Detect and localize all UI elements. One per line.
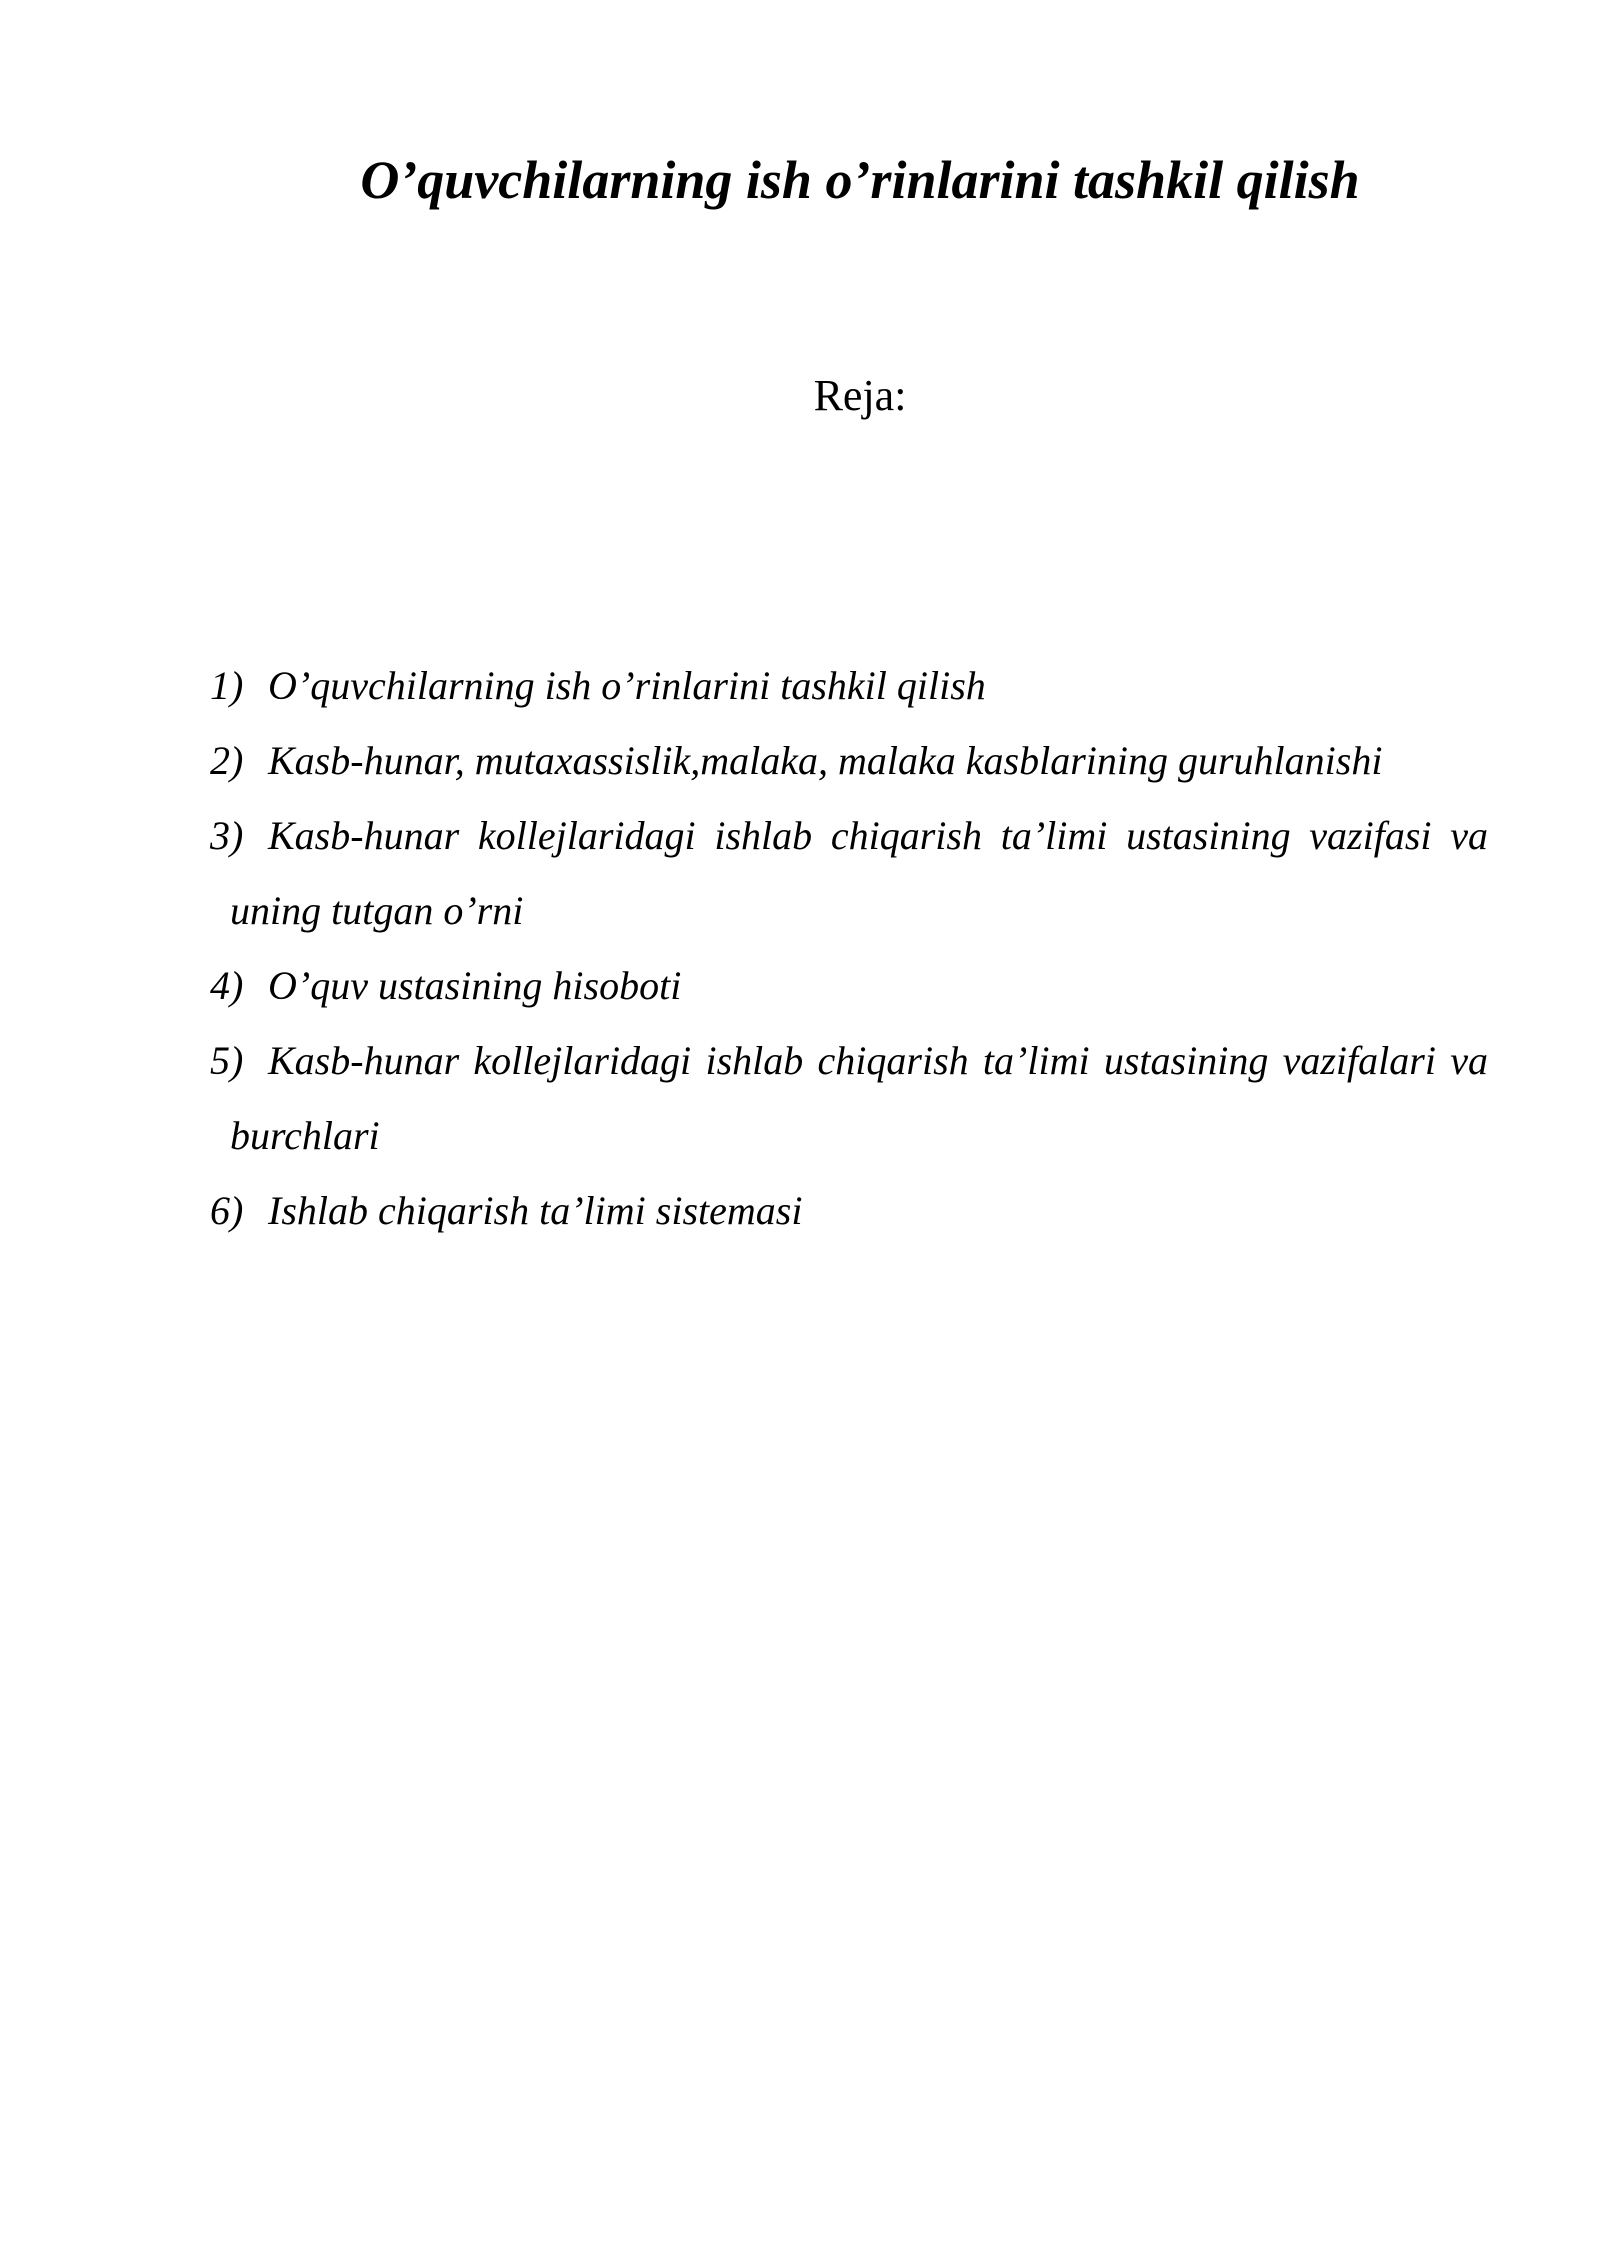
plan-item-text: Kasb-hunar kollejlaridagi ishlab chiqarish ta’limi ustasining vazifalari va burchlari (230, 1038, 1488, 1158)
document-title: O’quvchilarning ish o’rinlarini tashkil qilish (360, 150, 1360, 210)
plan-item-text: O’quv ustasining hisoboti (268, 963, 682, 1008)
plan-item (210, 798, 1488, 948)
plan-item-text: O’quvchilarning ish o’rinlarini tashkil qilish (268, 663, 986, 708)
plan-item-number: 6) (210, 1188, 244, 1233)
plan-item-number: 2) (210, 738, 244, 783)
plan-item (210, 648, 1488, 723)
plan-item-number: 1) (210, 663, 244, 708)
plan-list (210, 648, 1488, 1248)
plan-item (210, 948, 1488, 1023)
plan-item (210, 723, 1488, 798)
plan-item-text: Ishlab chiqarish ta’limi sistemasi (268, 1188, 803, 1233)
plan-heading: Reja: (813, 371, 907, 420)
plan-item-number: 4) (210, 963, 244, 1008)
plan-item-text: Kasb-hunar, mutaxassislik,malaka, malaka kasblarining guruhlanishi (268, 738, 1383, 783)
plan-item (210, 1173, 1488, 1248)
plan-item (210, 1023, 1488, 1173)
plan-item-text: Kasb-hunar kollejlaridagi ishlab chiqarish ta’limi ustasining vazifasi va uning tutgan o’rni (230, 813, 1488, 933)
plan-item-number: 5) (210, 1038, 244, 1083)
plan-item-number: 3) (210, 813, 244, 858)
